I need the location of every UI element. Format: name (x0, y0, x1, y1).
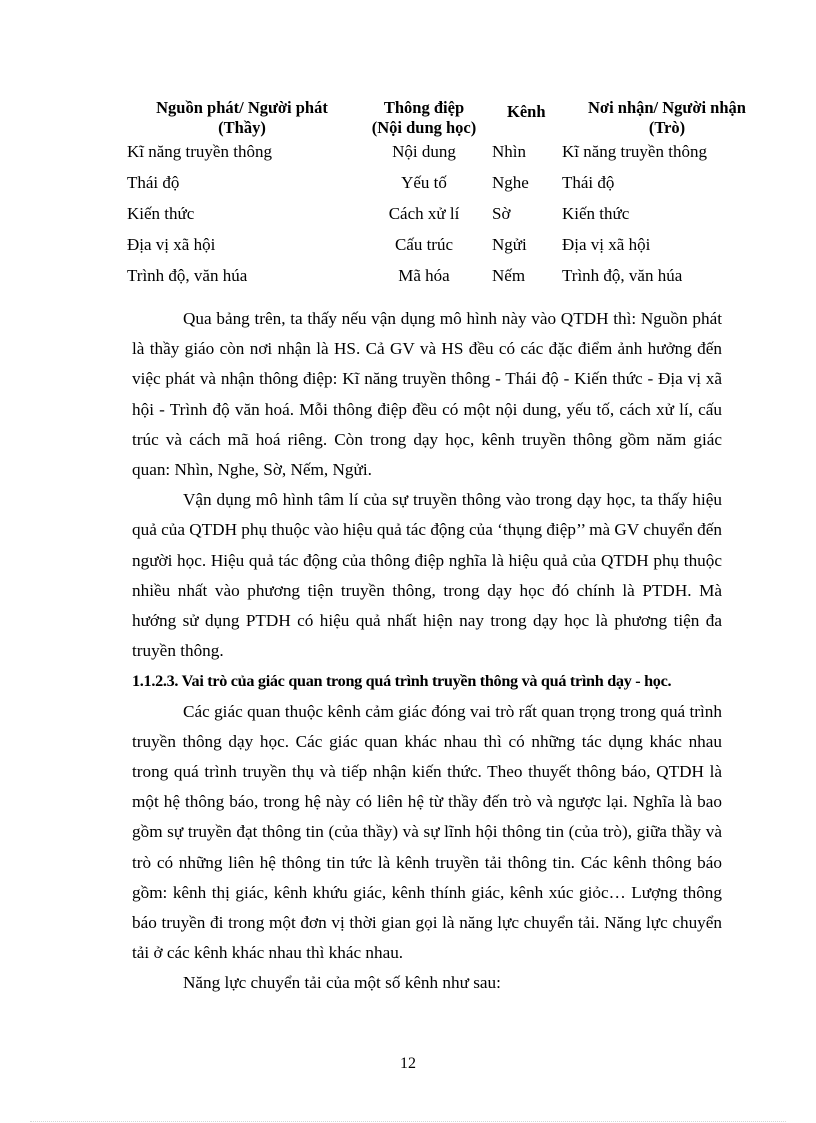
table-cell: Yếu tố (401, 173, 447, 192)
table-cell: Nhìn (492, 142, 526, 161)
table-cell: Trình độ, văn húa (562, 266, 683, 285)
table-cell: Kiến thức (127, 204, 195, 223)
communication-table (127, 94, 767, 293)
table-cell: Ngửi (492, 235, 527, 254)
table-cell: Địa vị xã hội (127, 235, 216, 254)
table-cell: Kĩ năng truyền thông (562, 142, 707, 161)
header-receiver-line2: (Trò) (648, 118, 686, 137)
header-source (127, 98, 357, 138)
body-text (132, 304, 722, 999)
header-message-line2: (Nội dung học) (371, 118, 477, 137)
page-number: 12 (400, 1055, 416, 1072)
paragraph: Năng lực chuyển tải của một số kênh như sau: (183, 973, 501, 993)
table-cell: Kĩ năng truyền thông (127, 142, 272, 161)
header-message (349, 98, 499, 138)
table-cell: Trình độ, văn húa (127, 266, 248, 285)
table-cell: Nghe (492, 173, 529, 192)
table-cell: Nội dung (392, 142, 456, 161)
table-cell: Cách xử lí (388, 204, 460, 223)
section-heading: 1.1.2.3. Vai trò của giác quan trong quá trình truyền thông và quá trình dạy - học. (132, 672, 672, 691)
header-receiver (567, 98, 767, 138)
table-row (127, 169, 767, 200)
paragraph: Các giác quan thuộc kênh cảm giác đóng vai trò rất quan trọng trong quá trình truyền thông dạy học. Các giác quan khác nhau thì có những tác dụng khác nhau trong quá trình truyền thụ và tiếp nhận kiến thức. Theo thuyết thông báo, QTDH là một hệ thông báo, trong hệ này có liên hệ từ thầy đến trò và ngược lại. Nghĩa là bao gồm sự truyền đạt thông tin (của thầy) và sự lĩnh hội thông tin (của trò), giữa thầy và trò có những liên hệ thông tin tức là kênh truyền tải thông tin. Các kênh thông báo gồm: kênh thị giác, kênh khứu giác, kênh thính giác, kênh xúc giỏc… Lượng thông báo truyền đi trong một đơn vị thời gian gọi là năng lực chuyển tải. Năng lực chuyển tải ở các kênh khác nhau thì khác nhau. (132, 701, 722, 963)
header-receiver-line1: Nơi nhận/ Người nhận (588, 98, 746, 117)
table-header-row (127, 94, 767, 138)
page-bottom-divider (30, 1121, 786, 1122)
table-cell: Thái độ (562, 173, 615, 192)
header-source-line2: (Thầy) (218, 118, 266, 137)
table-cell: Sờ (492, 204, 511, 223)
table-cell: Nếm (492, 266, 526, 285)
table-cell: Cấu trúc (394, 235, 454, 254)
table-cell: Địa vị xã hội (562, 235, 651, 254)
paragraph: Vận dụng mô hình tâm lí của sự truyền thông vào trong dạy học, ta thấy hiệu quả của QTDH phụ thuộc vào hiệu quả tác động của ‘thụng điệp’’ mà GV chuyển đến người học. Hiệu quả tác động của thông điệp nghĩa là hiệu quả của QTDH phụ thuộc nhiều nhất vào phương tiện truyền thông, trong dạy học đó chính là PTDH. Mà hướng sử dụng PTDH có hiệu quả nhất hiện nay trong dạy học là phương tiện đa truyền thông. (132, 490, 722, 661)
header-message-line1: Thông điệp (383, 98, 465, 117)
table-row (127, 231, 767, 262)
header-source-line1: Nguồn phát/ Người phát (156, 98, 328, 117)
table-row (127, 262, 767, 293)
table-row (127, 200, 767, 231)
table-cell: Mã hóa (398, 266, 450, 285)
header-channel: Kênh (507, 102, 546, 121)
table-row (127, 138, 767, 169)
table-cell: Thái độ (127, 173, 180, 192)
paragraph: Qua bảng trên, ta thấy nếu vận dụng mô hình này vào QTDH thì: Nguồn phát là thầy giáo còn nơi nhận là HS. Cả GV và HS đều có các đặc điểm ảnh hưởng đến việc phát và nhận thông điệp: Kĩ năng truyền thông - Thái độ - Kiến thức - Địa vị xã hội - Trình độ văn hoá. Mỗi thông điệp đều có một nội dung, yếu tố, cách xử lí, cấu trúc và cách mã hoá riêng. Còn trong dạy học, kênh truyền thông gồm năm giác quan: Nhìn, Nghe, Sờ, Nếm, Ngửi. (132, 309, 722, 480)
table-cell: Kiến thức (562, 204, 630, 223)
